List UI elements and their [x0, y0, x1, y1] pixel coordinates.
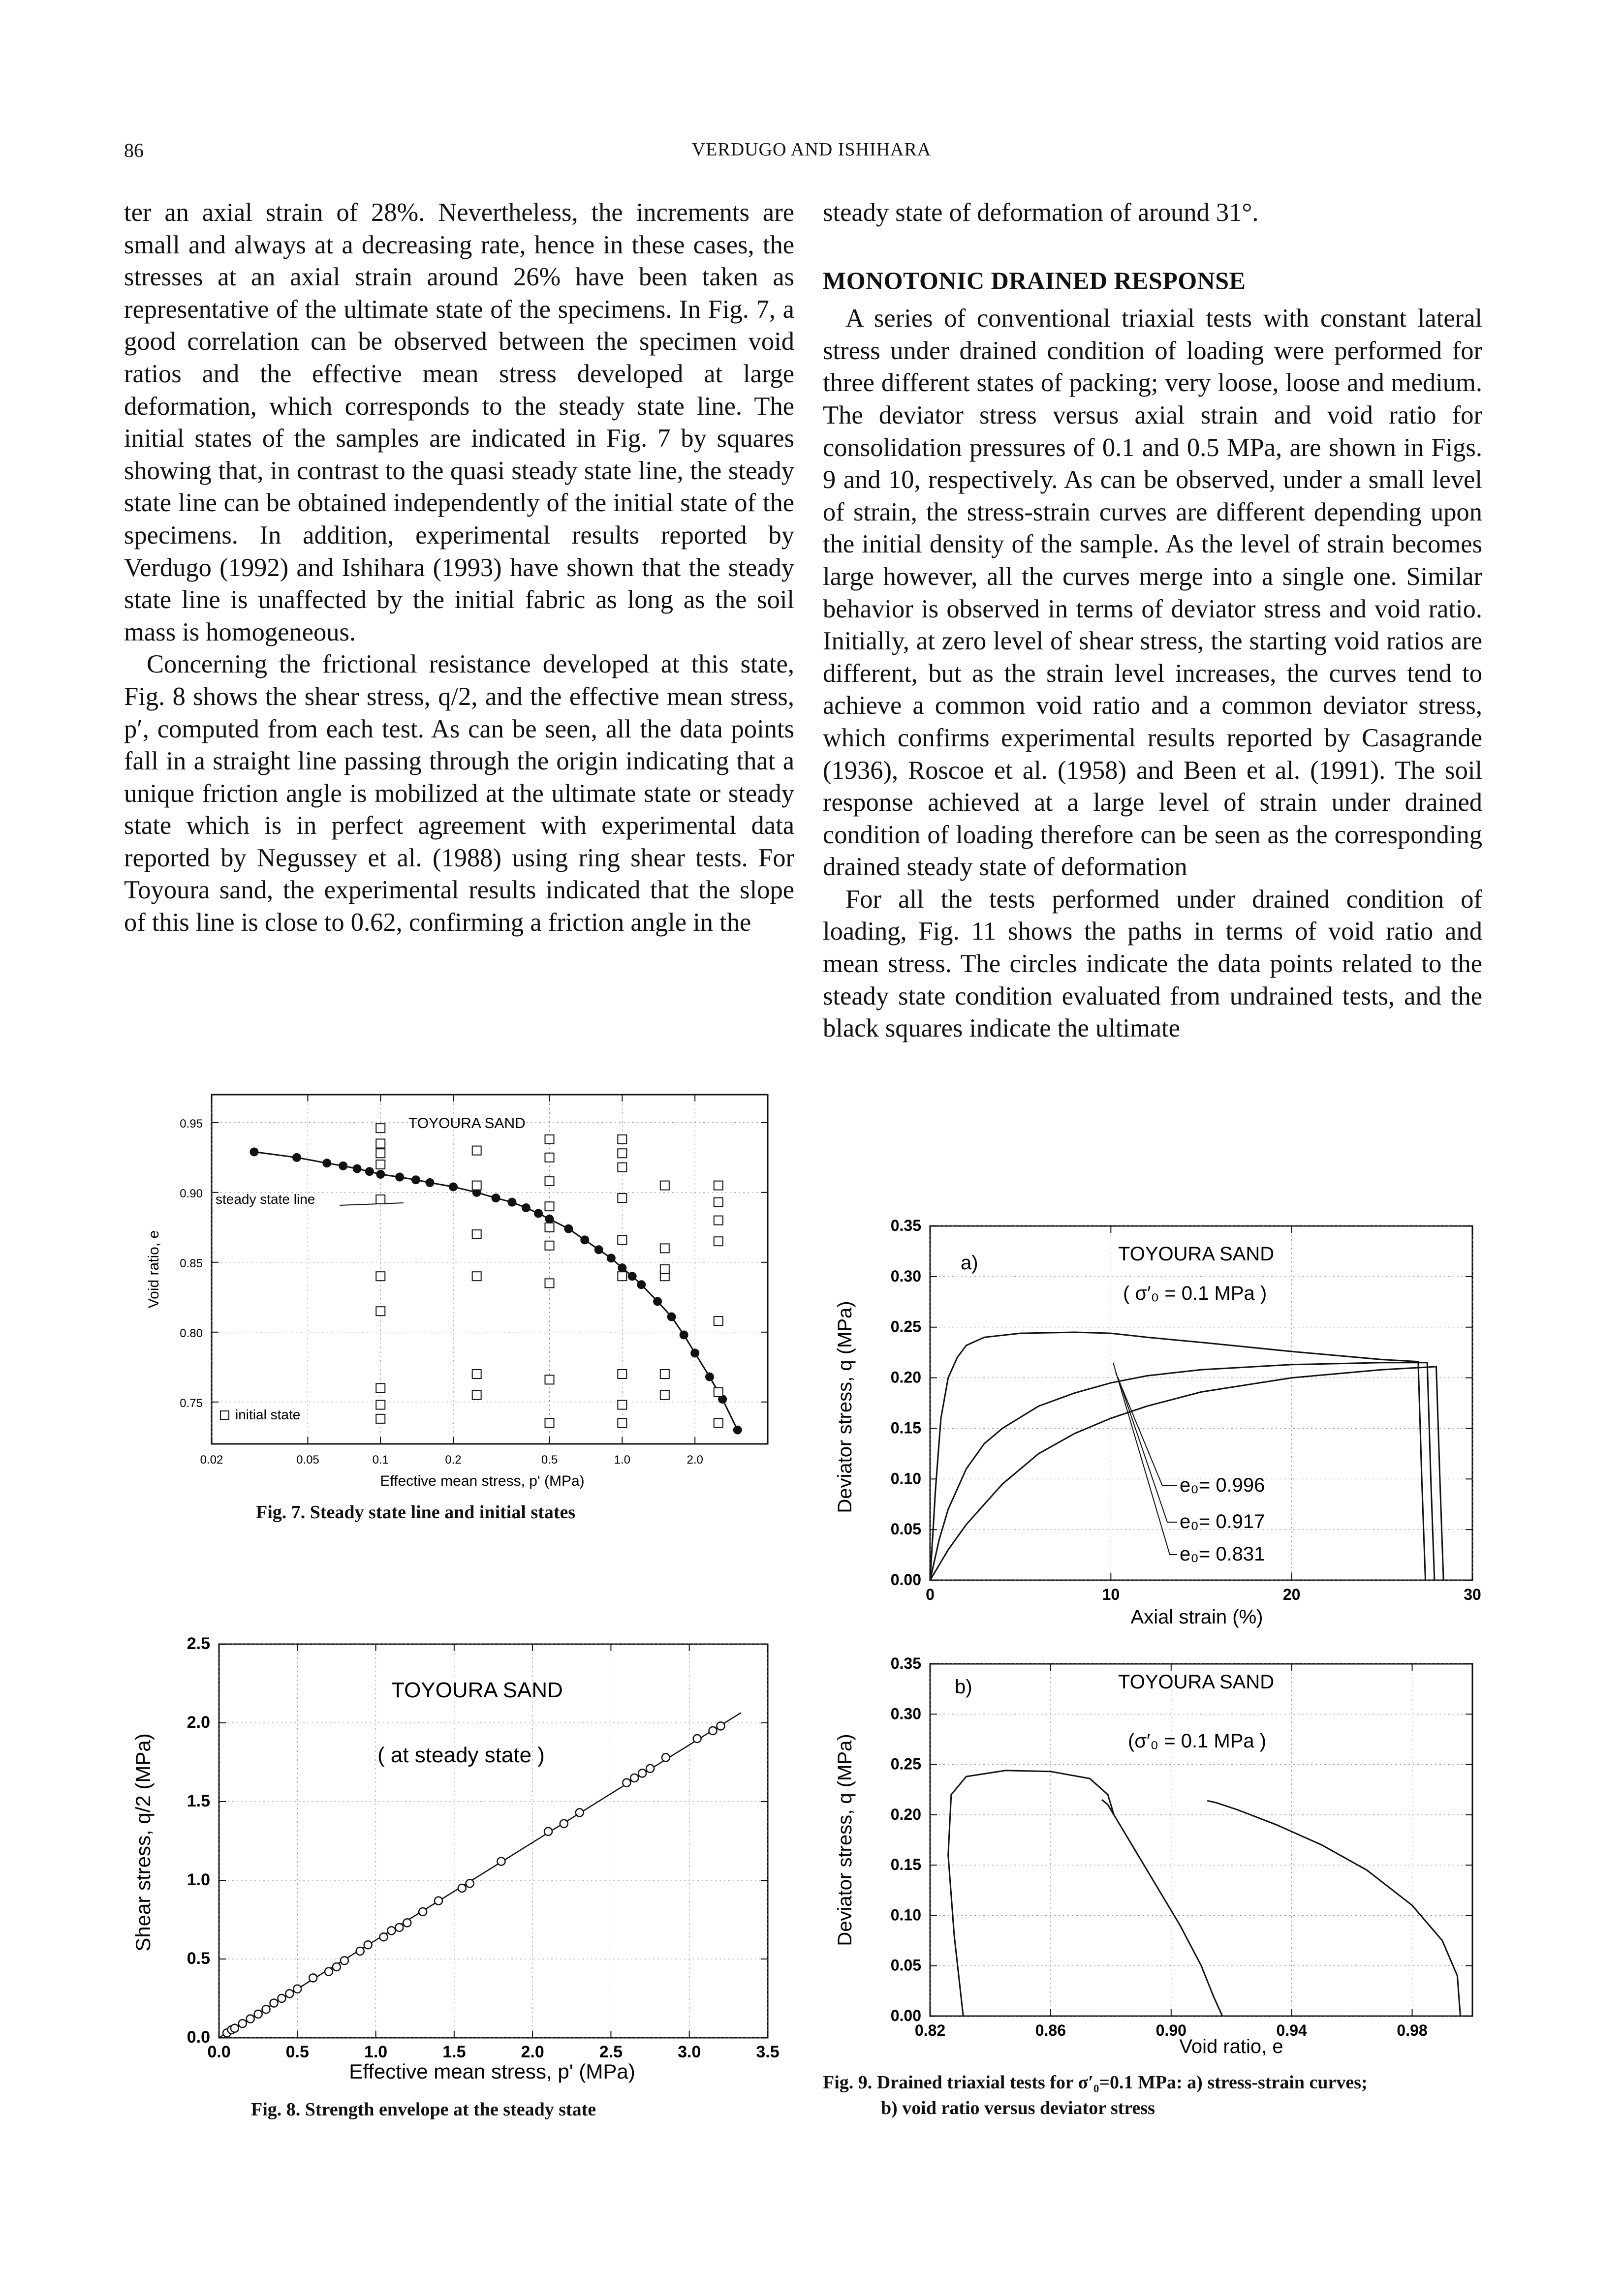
fig7-steady-point [637, 1280, 646, 1289]
fig7-initial-point [376, 1149, 385, 1158]
fig7-initial-point [660, 1370, 669, 1378]
fig7-initial-point [618, 1235, 626, 1244]
fig7-steady-point [594, 1245, 603, 1254]
fig9b-ytick: 0.05 [890, 1956, 921, 1974]
fig7-initial-point [618, 1149, 626, 1158]
fig8-point [623, 1779, 630, 1787]
fig7-xtick: 0.1 [372, 1453, 389, 1467]
running-title: VERDUGO AND ISHIHARA [691, 139, 932, 160]
fig8-chart [125, 1623, 814, 2091]
fig7-initial-point [545, 1223, 554, 1232]
fig8-point [662, 1753, 670, 1761]
fig7-initial-point [714, 1418, 723, 1427]
fig8-point [341, 1957, 348, 1964]
fig9a-tag: a) [961, 1252, 978, 1274]
right-paragraph-2: For all the tests performed under drained condition of loading, Fig. 11 shows the paths in terms of void ratio and mean stress. The circles indicate the data points related to the steady state condition evaluated from undrained tests, and the black squares indicate the ultimate [823, 885, 1482, 1043]
fig8-point [638, 1769, 646, 1777]
fig7-initial-point [618, 1272, 626, 1281]
fig7-xtick: 2.0 [687, 1453, 703, 1467]
fig7-initial-point [376, 1139, 385, 1148]
fig8-ytick: 0.5 [187, 1949, 210, 1968]
fig7-xlabel: Effective mean stress, p' (MPa) [380, 1473, 585, 1489]
fig8-point [403, 1919, 411, 1927]
fig9a-curve [930, 1332, 1426, 1580]
fig8-point [262, 2005, 270, 2013]
fig7-steady-point [564, 1225, 573, 1233]
fig8-subtitle: ( at steady state ) [377, 1743, 545, 1767]
fig8-point [497, 1858, 505, 1866]
fig7-ylabel: Void ratio, e [146, 1230, 162, 1309]
fig7-steady-point [339, 1162, 347, 1170]
right-column [823, 197, 1482, 1045]
left-column [124, 197, 794, 939]
fig9b-ytick: 0.00 [890, 2007, 921, 2024]
fig8-point [419, 1908, 427, 1916]
fig8-xtick: 0.5 [285, 2043, 309, 2061]
fig7-steady-point [292, 1153, 301, 1162]
fig9b-ytick: 0.15 [890, 1856, 921, 1874]
fig7-initial-point [618, 1400, 626, 1409]
fig9b-ytick: 0.20 [890, 1805, 921, 1823]
fig8-point [458, 1884, 466, 1892]
fig7-xtick: 0.2 [445, 1453, 462, 1467]
fig7-initial-point [660, 1244, 669, 1253]
fig7-initial-point [618, 1418, 626, 1427]
fig8-point [709, 1727, 717, 1735]
fig8-point [630, 1774, 638, 1782]
fig7-steady-point [580, 1235, 589, 1244]
fig9b-xlabel: Void ratio, e [1179, 2036, 1283, 2057]
fig7-initial-point [714, 1181, 723, 1190]
fig8-caption: Fig. 8. Strength envelope at the steady state [251, 2099, 596, 2120]
fig8-xtick: 2.0 [521, 2043, 544, 2061]
fig7-initial-point [545, 1375, 554, 1384]
fig7-initial-point [545, 1135, 554, 1144]
fig7-steady-point [425, 1178, 434, 1187]
fig9b-title: TOYOURA SAND [1118, 1671, 1275, 1693]
fig8-ytick: 1.5 [187, 1792, 210, 1810]
fig7-initial-point [618, 1194, 626, 1202]
fig7-initial-point [660, 1391, 669, 1400]
fig7-initial-point [714, 1216, 723, 1225]
fig9b-xtick: 0.90 [1155, 2021, 1186, 2039]
fig7-initial-point [660, 1181, 669, 1190]
fig9b-ytick: 0.35 [890, 1654, 921, 1672]
fig8-point [239, 2020, 247, 2027]
fig7-initial-point [472, 1230, 481, 1239]
fig9b-ylabel: Deviator stress, q (MPa) [834, 1734, 856, 1946]
fig7-ytick: 0.85 [180, 1256, 203, 1270]
fig7-steady-point [618, 1263, 626, 1272]
section-heading: MONOTONIC DRAINED RESPONSE [823, 266, 1246, 294]
fig8-xtick: 1.5 [442, 2043, 466, 2061]
fig8-title: TOYOURA SAND [391, 1678, 563, 1702]
fig7-steady-point [607, 1254, 616, 1262]
fig9b-xtick: 0.82 [914, 2021, 946, 2039]
fig7-initial-point [376, 1195, 385, 1204]
fig8-point [231, 2024, 239, 2032]
fig9a-xtick: 20 [1282, 1586, 1301, 1603]
fig7-steady-point [680, 1330, 688, 1339]
fig7-initial-point [714, 1388, 723, 1397]
fig9b-xtick: 0.98 [1397, 2021, 1428, 2039]
fig7-chart [148, 1070, 787, 1503]
fig7-steady-point [353, 1164, 362, 1173]
fig9a-legend-1: e₀= 0.996 [1180, 1474, 1265, 1496]
fig7-steady-point [365, 1167, 374, 1176]
fig7-initial-point [376, 1383, 385, 1392]
fig9b-xtick: 0.94 [1276, 2021, 1307, 2039]
fig8-ytick: 2.5 [187, 1634, 210, 1653]
fig8-point [646, 1765, 654, 1773]
fig7-legend-label: initial state [235, 1407, 301, 1422]
fig7-initial-point [545, 1177, 554, 1186]
fig9b-chart [823, 1638, 1512, 2056]
fig7-initial-point [714, 1237, 723, 1246]
fig9b-tag: b) [955, 1676, 972, 1698]
fig8-point [278, 1994, 285, 2002]
fig7-ytick: 0.90 [180, 1187, 203, 1200]
fig8-xlabel: Effective mean stress, p' (MPa) [349, 2060, 635, 2083]
fig9a-ytick: 0.00 [890, 1571, 921, 1589]
fig7-steady-point [705, 1373, 714, 1381]
fig9b-subtitle: (σ′₀ = 0.1 MPa ) [1128, 1730, 1267, 1752]
fig9b-curve [1102, 1800, 1222, 2016]
page-number: 86 [124, 139, 144, 161]
fig8-point [247, 2015, 254, 2023]
fig8-point [325, 1968, 333, 1976]
fig8-point [293, 1985, 301, 1993]
fig8-point [560, 1820, 568, 1828]
fig8-xtick: 3.0 [678, 2043, 701, 2061]
fig9a-xtick: 30 [1464, 1586, 1481, 1603]
fig8-ytick: 1.0 [187, 1870, 210, 1889]
fig8-ylabel: Shear stress, q/2 (MPa) [131, 1733, 155, 1952]
fig7-steady-point [411, 1175, 420, 1184]
fig7-title: TOYOURA SAND [408, 1115, 526, 1132]
fig7-initial-point [714, 1198, 723, 1207]
fig7-steady-point [449, 1182, 458, 1191]
fig7-steady-point [322, 1159, 331, 1167]
fig7-initial-point [545, 1418, 554, 1427]
fig9a-ytick: 0.30 [890, 1267, 921, 1285]
fig7-initial-point [472, 1146, 481, 1155]
fig8-point [395, 1924, 403, 1931]
fig7-initial-point [618, 1135, 626, 1144]
fig9a-ytick: 0.15 [890, 1419, 921, 1437]
fig7-initial-point [376, 1124, 385, 1133]
fig8-xtick: 1.0 [364, 2043, 388, 2061]
fig7-initial-point [618, 1370, 626, 1378]
fig7-steady-point [395, 1173, 404, 1182]
fig8-point [576, 1808, 584, 1816]
fig9a-title: TOYOURA SAND [1118, 1243, 1275, 1265]
left-paragraph-2: Concerning the frictional resistance developed at this state, Fig. 8 shows the shear stress, q/2, and the effective mean stress, p′, computed from each test. As can be seen, all the data points fall in a straight line passing through the origin indicating that a unique friction angle is mobilized at the ultimate state or steady state which is in perfect agreement with experimental data reported by Negussey et al. (1988) using ring shear tests. For Toyoura sand, the experimental results indicated that the slope of this line is close to 0.62, confirming a friction angle in the [124, 650, 794, 937]
fig7-steady-point [376, 1170, 385, 1179]
fig8-point [693, 1735, 701, 1743]
fig9a-subtitle: ( σ′₀ = 0.1 MPa ) [1123, 1283, 1267, 1304]
fig8-point [435, 1897, 442, 1905]
fig8-point [717, 1722, 724, 1730]
left-paragraph-1: ter an axial strain of 28%. Nevertheless, the increments are small and always at a decreasing rate, hence in these cases, the stresses at an axial strain around 26% have been taken as representative of the ultimate state of the specimens. In Fig. 7, a good correlation can be observed between the specimen void ratios and the effective mean stress developed at large deformation, which corresponds to the steady state line. The initial states of the samples are indicated in Fig. 7 by squares showing that, in contrast to the quasi steady state line, the steady state line can be obtained independently of the initial state of the specimens. In addition, experimental results reported by Verdugo (1992) and Ishihara (1993) have shown that the steady state line is unaffected by the initial fabric as long as the soil mass is homogeneous. [124, 198, 794, 646]
fig7-steady-point [653, 1297, 662, 1306]
fig7-initial-point [618, 1163, 626, 1172]
fig7-steady-point [507, 1198, 516, 1207]
fig8-point [309, 1974, 317, 1982]
fig8-point [333, 1963, 341, 1971]
fig8-point [254, 2010, 262, 2018]
fig7-ytick: 0.95 [180, 1117, 203, 1131]
fig9a-ytick: 0.20 [890, 1368, 921, 1386]
fig9a-chart [823, 1200, 1512, 1643]
fig8-point [270, 1999, 278, 2007]
fig7-steady-point [667, 1313, 676, 1321]
fig8-point [466, 1879, 474, 1887]
fig7-initial-point [714, 1316, 723, 1325]
fig8-point [285, 1990, 293, 1997]
fig7-initial-point [376, 1160, 385, 1169]
fig7-initial-point [660, 1265, 669, 1274]
fig9a-xlabel: Axial strain (%) [1130, 1606, 1263, 1628]
fig8-xtick: 3.5 [756, 2043, 780, 2061]
fig7-steady-point [690, 1348, 699, 1357]
fig7-steady-label: steady state line [216, 1192, 315, 1207]
fig9-caption-line2: b) void ratio versus deviator stress [881, 2098, 1155, 2118]
fig9b-xtick: 0.86 [1035, 2021, 1066, 2039]
fig7-caption: Fig. 7. Steady state line and initial states [256, 1502, 576, 1523]
fig7-initial-point [376, 1414, 385, 1423]
fig7-ytick: 0.80 [180, 1326, 203, 1340]
fig7-initial-point [376, 1307, 385, 1316]
fig7-initial-point [545, 1202, 554, 1211]
fig7-initial-point [472, 1181, 481, 1190]
fig8-point [544, 1828, 552, 1836]
page-header [0, 139, 1623, 168]
fig7-ytick: 0.75 [180, 1396, 203, 1410]
fig8-xtick: 2.5 [599, 2043, 623, 2061]
fig7-initial-point [376, 1272, 385, 1281]
fig8-ytick: 2.0 [187, 1713, 210, 1732]
fig9a-legend-3: e₀= 0.831 [1180, 1543, 1265, 1565]
fig9b-ytick: 0.30 [890, 1705, 921, 1723]
fig9b-ytick: 0.25 [890, 1755, 921, 1773]
fig9a-ytick: 0.05 [890, 1520, 921, 1538]
fig8-xtick: 0.0 [207, 2043, 231, 2061]
fig9a-ytick: 0.35 [890, 1217, 921, 1234]
fig7-xtick: 0.05 [296, 1453, 319, 1467]
fig7-initial-point [545, 1153, 554, 1162]
fig9a-legend-2: e₀= 0.917 [1180, 1511, 1265, 1532]
fig7-initial-point [545, 1241, 554, 1250]
fig7-xtick: 0.5 [541, 1453, 558, 1467]
fig9a-xtick: 0 [926, 1586, 935, 1603]
fig7-initial-point [376, 1400, 385, 1409]
fig7-steady-point [733, 1426, 742, 1435]
fig7-xtick: 1.0 [614, 1453, 631, 1467]
fig7-initial-point [472, 1272, 481, 1281]
fig8-ytick: 0.0 [187, 2028, 210, 2047]
fig8-point [387, 1927, 395, 1934]
fig7-steady-point [492, 1194, 500, 1202]
right-paragraph-1: A series of conventional triaxial tests with constant lateral stress under drained condition of loading were performed for three different states of packing; very loose, loose and medium. The deviator stress versus axial strain and void ratio for consolidation pressures of 0.1 and 0.5 MPa, are shown in Figs. 9 and 10, respectively. As can be observed, under a small level of strain, the stress-strain curves are different depending upon the initial density of the sample. As the level of strain becomes large however, all the curves merge into a single one. Similar behavior is observed in terms of deviator stress and void ratio. Initially, at zero level of shear stress, the starting void ratios are different, but as the strain level increases, the curves tend to achieve a common void ratio and a common deviator stress, which confirms experimental results reported by Casagrande (1936), Roscoe et al. (1958) and Been et al. (1991). The soil response achieved at a large level of strain under drained condition of loading therefore can be seen as the corresponding drained steady state of deformation [823, 304, 1482, 882]
fig7-xtick: 0.02 [200, 1453, 223, 1467]
fig9b-curve [948, 1771, 1114, 2016]
fig8-point [380, 1933, 388, 1941]
fig9a-ytick: 0.25 [890, 1317, 921, 1336]
fig8-point [356, 1947, 364, 1955]
right-intro: steady state of deformation of around 31°. [823, 198, 1259, 227]
fig9b-curve [1207, 1801, 1460, 2016]
fig7-initial-point [472, 1391, 481, 1400]
fig9-caption-line1: Fig. 9. Drained triaxial tests for σ′₀=0.1 MPa: a) stress-strain curves; [823, 2072, 1368, 2093]
fig7-steady-point [250, 1147, 258, 1156]
fig8-point [364, 1941, 372, 1949]
fig7-initial-point [545, 1279, 554, 1287]
fig9b-ytick: 0.10 [890, 1906, 921, 1924]
fig7-initial-point [472, 1370, 481, 1378]
fig7-steady-point [628, 1272, 637, 1281]
fig7-steady-point [545, 1215, 554, 1224]
fig9a-xtick: 10 [1102, 1586, 1120, 1603]
fig7-steady-point [522, 1203, 531, 1212]
fig9a-ylabel: Deviator stress, q (MPa) [834, 1301, 856, 1513]
fig7-steady-point [534, 1209, 543, 1218]
fig9a-ytick: 0.10 [890, 1469, 921, 1488]
